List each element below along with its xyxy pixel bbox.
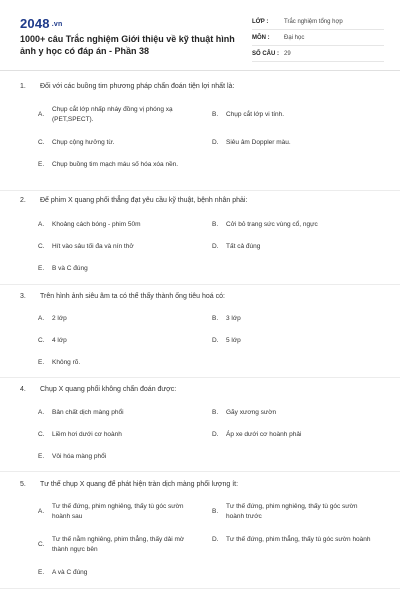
option-b[interactable] [212, 314, 376, 324]
question-3 [20, 292, 385, 302]
option-b[interactable] [212, 110, 376, 120]
meta-value: Đại học [284, 34, 305, 41]
meta-value: Trắc nghiệm tổng hợp [284, 18, 343, 25]
question-text: Chụp X quang phổi không chẩn đoán được: [40, 386, 177, 393]
question-number: 4. [20, 386, 26, 393]
option-text: Cởi bỏ trang sức vùng cổ, ngực [226, 221, 318, 228]
option-letter: E. [38, 569, 45, 576]
option-text: Tư thế đứng, phim nghiêng, thấy tù góc sườn hoành sau [52, 503, 184, 520]
question-divider [0, 377, 400, 378]
question-5 [20, 480, 385, 490]
option-letter: E. [38, 359, 45, 366]
option-text: Chụp cộng hưởng từ. [52, 139, 115, 146]
question-text: Trên hình ảnh siêu âm ta có thể thấy thành ống tiêu hoá có: [40, 293, 225, 300]
option-text: Tất cả đúng [226, 243, 261, 250]
option-text: 5 lớp [226, 337, 241, 344]
question-text: Đối với các buồng tim phương pháp chẩn đoán tiện lợi nhất là: [40, 83, 235, 90]
option-letter: B. [212, 409, 219, 416]
option-text: A và C đúng [52, 569, 88, 576]
option-letter: C. [38, 337, 45, 344]
option-text: Vôi hóa màng phổi [52, 453, 107, 460]
site-logo[interactable] [20, 16, 62, 31]
option-letter: D. [212, 139, 219, 146]
option-text: Tư thế đứng, phim thẳng, thấy tù góc sườn hoành [226, 536, 371, 543]
option-c[interactable] [38, 430, 202, 440]
option-text: 4 lớp [52, 337, 67, 344]
document-title: 1000+ câu Trắc nghiệm Giới thiệu về kỹ thuật hình ảnh y học có đáp án - Phần 38 [20, 34, 235, 56]
option-text: Chụp cắt lớp vi tính. [226, 111, 285, 118]
option-a[interactable] [38, 314, 202, 324]
option-text: Khoảng cách bóng - phim 50m [52, 221, 141, 228]
option-letter: A. [38, 111, 45, 118]
question-text: Tư thế chụp X quang để phát hiện tràn dịch màng phổi lượng ít: [40, 481, 239, 488]
option-d[interactable] [212, 138, 376, 148]
option-d[interactable] [212, 430, 376, 440]
option-d[interactable] [212, 242, 376, 252]
option-e[interactable] [38, 452, 202, 462]
option-b[interactable] [212, 502, 376, 522]
option-letter: C. [38, 243, 45, 250]
option-text: 2 lớp [52, 315, 67, 322]
option-text: Liềm hơi dưới cơ hoành [52, 431, 122, 438]
option-c[interactable] [38, 535, 202, 555]
option-letter: D. [212, 431, 219, 438]
option-text: Tư thế nằm nghiêng, phim thẳng, thấy dải mờ thành ngực bên [52, 536, 185, 553]
option-text: Hít vào sâu tối đa và nín thở [52, 243, 134, 250]
meta-row-count [252, 46, 384, 62]
option-c[interactable] [38, 336, 202, 346]
option-e[interactable] [38, 358, 202, 368]
option-letter: D. [212, 536, 219, 543]
option-letter: C. [38, 139, 45, 146]
question-number: 2. [20, 197, 26, 204]
option-letter: D. [212, 337, 219, 344]
meta-row-subject [252, 30, 384, 46]
option-text: Gãy xương sườn [226, 409, 277, 416]
option-a[interactable] [38, 408, 202, 418]
logo-text: 2048 [20, 16, 50, 31]
option-text: Tư thế đứng, phim nghiêng, thấy tù góc sườn hoành trước [226, 503, 358, 520]
option-letter: B. [212, 508, 219, 515]
question-number: 3. [20, 293, 26, 300]
option-text: 3 lớp [226, 315, 241, 322]
option-letter: C. [38, 431, 45, 438]
question-divider [0, 284, 400, 285]
option-letter: A. [38, 508, 45, 515]
question-text: Để phim X quang phổi thẳng đạt yêu cầu kỹ thuật, bệnh nhân phải: [40, 197, 248, 204]
meta-key: SỐ CÂU : [252, 50, 279, 57]
option-a[interactable] [38, 220, 202, 230]
question-4 [20, 385, 385, 395]
question-number: 1. [20, 83, 26, 90]
option-letter: E. [38, 265, 45, 272]
option-b[interactable] [212, 220, 376, 230]
meta-table [252, 14, 384, 62]
option-text: Chụp cắt lớp nhấp nháy đồng vị phóng xạ (PET,SPECT). [52, 106, 173, 123]
meta-value: 29 [284, 50, 291, 57]
meta-key: MÔN : [252, 34, 270, 41]
header-divider [0, 70, 400, 71]
question-number: 5. [20, 481, 26, 488]
option-text: B và C đúng [52, 265, 88, 272]
page-header [0, 0, 400, 70]
option-e[interactable] [38, 568, 202, 578]
option-letter: B. [212, 111, 219, 118]
option-letter: D. [212, 243, 219, 250]
option-a[interactable] [38, 502, 202, 522]
meta-row-class [252, 14, 384, 30]
option-text: Bản chất dịch màng phổi [52, 409, 124, 416]
option-letter: E. [38, 453, 45, 460]
option-b[interactable] [212, 408, 376, 418]
option-letter: B. [212, 221, 219, 228]
question-divider [0, 190, 400, 191]
option-letter: B. [212, 315, 219, 322]
option-d[interactable] [212, 535, 376, 545]
option-letter: A. [38, 315, 45, 322]
question-2 [20, 196, 385, 206]
option-d[interactable] [212, 336, 376, 346]
option-text: Không rõ. [52, 359, 81, 366]
option-letter: C. [38, 541, 45, 548]
option-c[interactable] [38, 242, 202, 252]
meta-key: LỚP : [252, 18, 269, 25]
option-text: Áp xe dưới cơ hoành phải [226, 431, 302, 438]
option-letter: E. [38, 161, 45, 168]
option-e[interactable] [38, 264, 202, 274]
option-c[interactable] [38, 138, 202, 148]
question-1 [20, 82, 385, 92]
option-text: Siêu âm Doppler màu. [226, 139, 291, 146]
logo-suffix: .vn [51, 21, 63, 29]
option-letter: A. [38, 409, 45, 416]
option-text: Chụp buồng tim mạch máu số hóa xóa nền. [52, 161, 179, 168]
option-e[interactable] [38, 160, 202, 170]
option-a[interactable] [38, 105, 202, 125]
question-divider [0, 588, 400, 589]
question-divider [0, 471, 400, 472]
option-letter: A. [38, 221, 45, 228]
